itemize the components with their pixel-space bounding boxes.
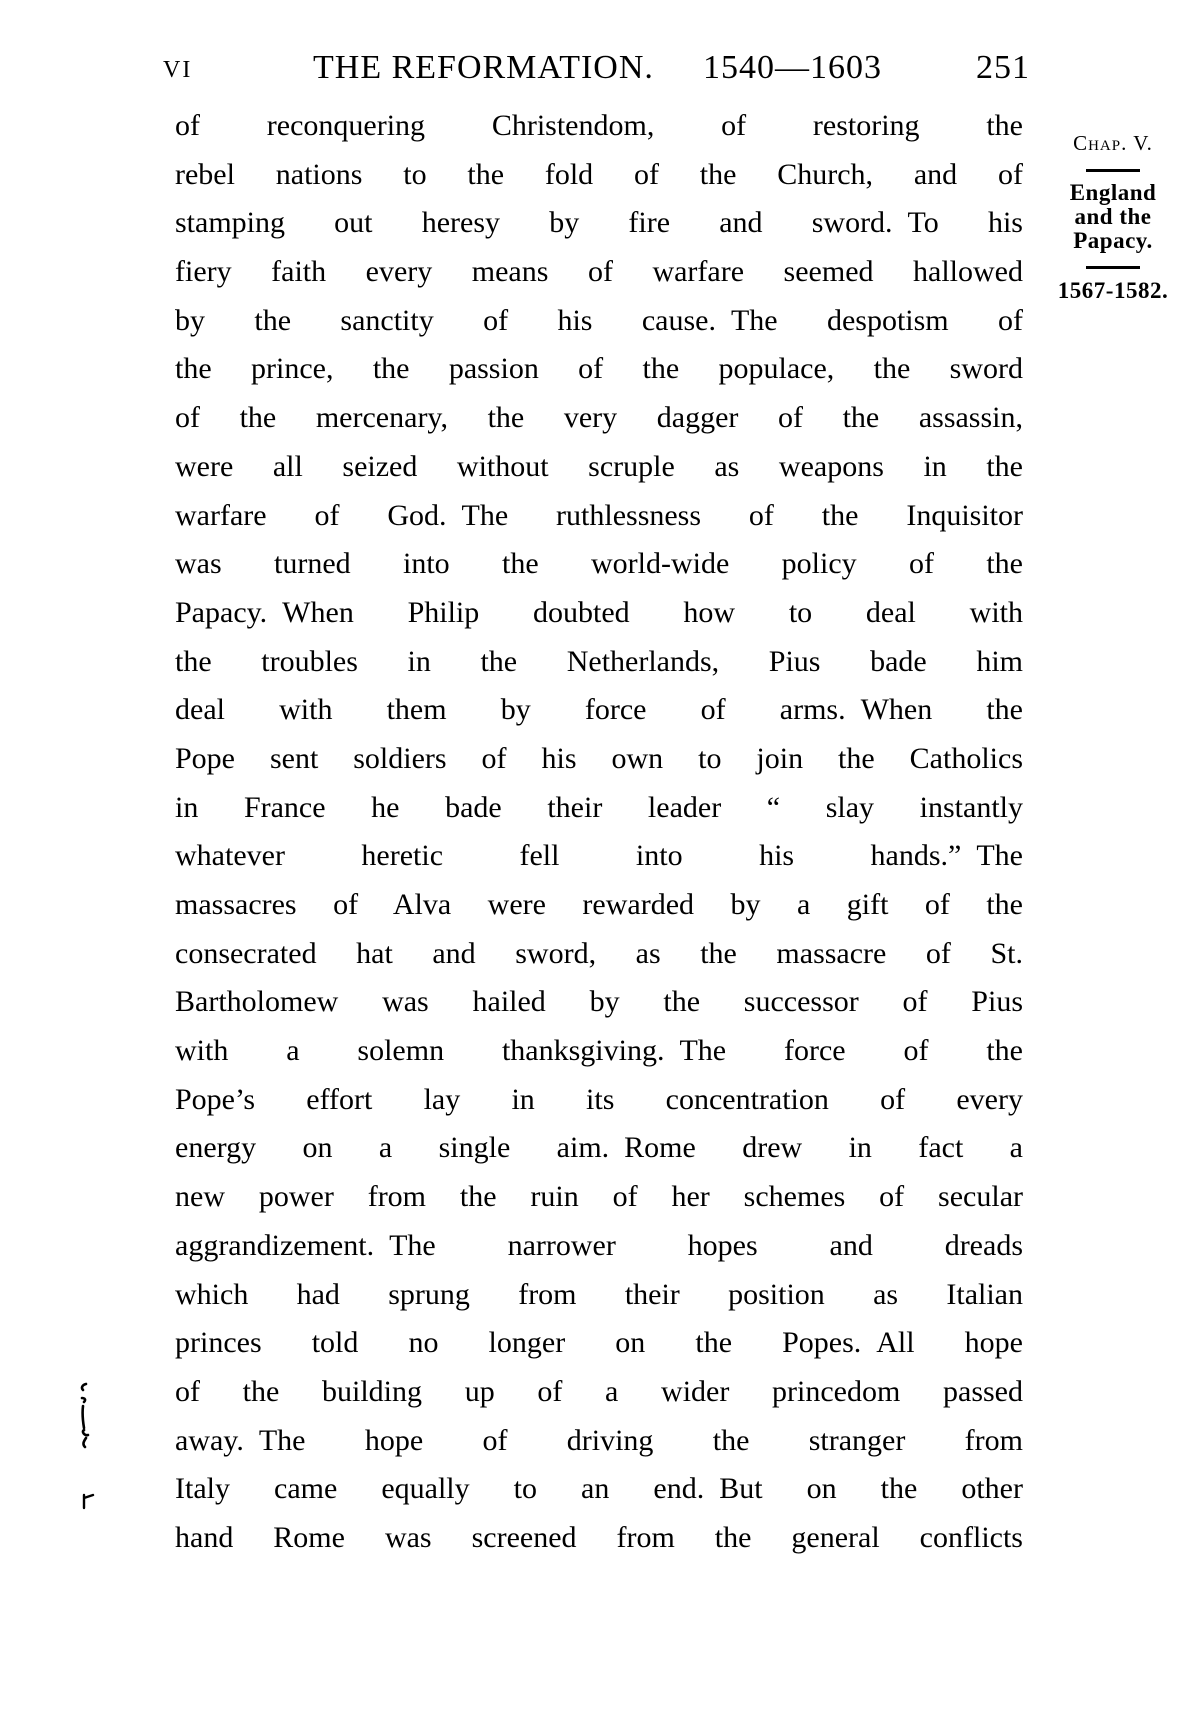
header-date-range: 1540—1603 [703,49,882,86]
text-line: deal with them by force of arms. When the [175,693,1023,727]
ink-squiggle-mark [72,1380,98,1452]
text-line: Bartholomew was hailed by the successor of Pius [175,985,1023,1019]
margin-chapter-label: Chap. V. [1073,131,1153,155]
text-line: of the mercenary, the very dagger of the assassin, [175,401,1023,435]
text-line: of the building up of a wider princedom passed [175,1374,1023,1408]
ink-tick-mark [80,1492,100,1512]
page-number: 251 [976,49,1030,86]
text-line: away. The hope of driving the stranger from [175,1423,1023,1457]
header-chapter-number: VI [163,57,193,83]
text-line: whatever heretic fell into his hands.” The [175,839,1023,873]
text-line: Pope’s effort lay in its concentration of every [175,1082,1023,1116]
text-line: in France he bade their leader “ slay instantly [175,790,1023,824]
margin-date-range: 1567-1582. [1057,278,1169,303]
text-line: which had sprung from their position as Italian [175,1277,1023,1311]
text-line: Italy came equally to an end. But on the other [175,1472,1023,1506]
margin-notes [1046,130,1180,304]
text-line: stamping out heresy by fire and sword. To his [175,206,1023,240]
text-line: aggrandizement. The narrower hopes and dreads [175,1228,1023,1262]
margin-sidenote-line: England [1069,180,1157,205]
text-line: by the sanctity of his cause. The despotism of [175,303,1023,337]
text-line: rebel nations to the fold of the Church, and of [175,157,1023,191]
text-line: massacres of Alva were rewarded by a gift of the [175,888,1023,921]
text-line: the troubles in the Netherlands, Pius bade him [175,644,1023,678]
text-line: were all seized without scruple as weapons in the [175,449,1023,483]
text-line: of reconquering Christendom, of restoring the [175,109,1023,142]
text-line: with a solemn thanksgiving. The force of the [175,1034,1023,1068]
text-line: fiery faith every means of warfare seemed hallowed [175,255,1023,289]
text-line: Pope sent soldiers of his own to join the Catholics [175,741,1023,775]
header-title: THE REFORMATION. [313,49,654,86]
text-line: warfare of God. The ruthlessness of the Inquisitor [175,498,1023,532]
text-line: hand Rome was screened from the general conflicts [175,1520,1023,1554]
text-line: was turned into the world-wide policy of the [175,547,1023,581]
text-line: Papacy. When Philip doubted how to deal with [175,595,1023,629]
text-line: new power from the ruin of her schemes of secular [175,1180,1023,1214]
body-text [175,102,1023,1563]
margin-rule [1086,169,1140,172]
text-line: princes told no longer on the Popes. All hope [175,1326,1023,1360]
margin-sidenote-line: and the [1074,204,1152,229]
text-line: energy on a single aim. Rome drew in fact a [175,1131,1023,1165]
text-line: consecrated hat and sword, as the massacre of St. [175,936,1023,970]
margin-rule [1086,266,1140,269]
margin-sidenote-line: Papacy. [1073,228,1153,253]
text-line: the prince, the passion of the populace, the sword [175,352,1023,386]
